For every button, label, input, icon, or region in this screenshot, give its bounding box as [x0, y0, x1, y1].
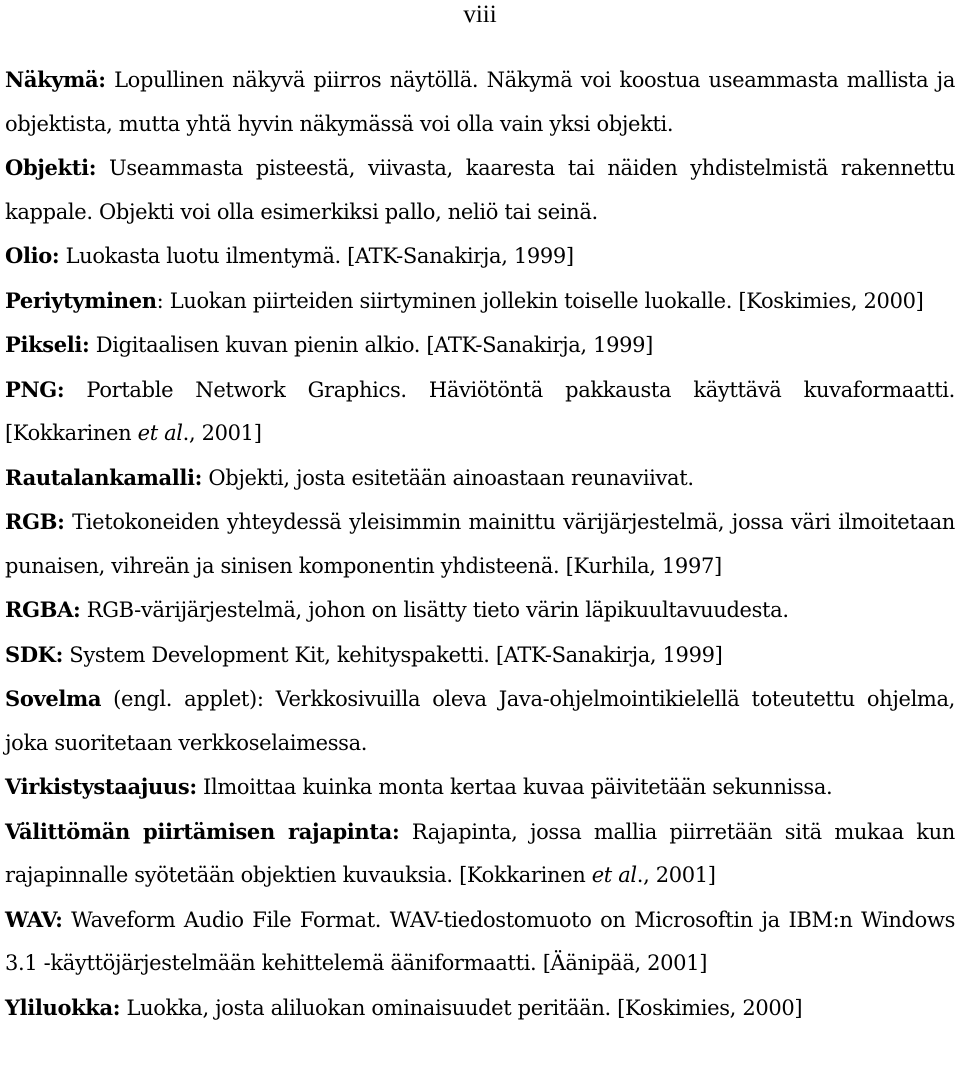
glossary-term: RGBA:: [5, 597, 81, 622]
page-number: viii: [463, 1, 497, 28]
glossary-term: Olio:: [5, 243, 60, 268]
glossary-entry: [5, 986, 955, 1031]
glossary-term: Sovelma: [5, 686, 102, 711]
glossary-term: SDK:: [5, 641, 63, 667]
glossary-entry: [5, 146, 955, 234]
glossary-entry: [5, 677, 955, 765]
glossary-definition: Digitaalisen kuvan pienin alkio. [ATK-Sanakirja, 1999]: [89, 333, 653, 357]
glossary-definition: Rajapinta, jossa mallia piirretään sitä mukaa kun rajapinnalle syötetään objektien kuvauksia. [Kokkarinen: [5, 819, 955, 887]
glossary-entry: [5, 810, 955, 898]
glossary-term: Periytyminen: [5, 287, 157, 313]
glossary-definition: Luokasta luotu ilmentymä. [ATK-Sanakirja, 1999]: [59, 244, 574, 268]
citation-tail: ., 2001]: [636, 863, 716, 887]
glossary-definition: Useammasta pisteestä, viivasta, kaaresta tai näiden yhdistelmistä rakennettu kappale. Objekti voi olla esimerkiksi pallo, neliö tai seinä.: [5, 156, 955, 224]
glossary-definition: Tietokoneiden yhteydessä yleisimmin mainittu värijärjestelmä, jossa väri ilmoitetaan punaisen, vihreän ja sinisen komponentin yhdisteenä. [Kurhila, 1997]: [5, 510, 955, 578]
glossary-term: Rautalankamalli:: [5, 464, 203, 490]
glossary-term: RGB:: [5, 509, 65, 534]
citation-tail: ., 2001]: [182, 421, 262, 445]
glossary-entry: [5, 234, 955, 279]
glossary-definition: Luokka, josta aliluokan ominaisuudet peritään. [Koskimies, 2000]: [120, 995, 803, 1020]
glossary-entry: [5, 588, 955, 633]
glossary-definition: Objekti, josta esitetään ainoastaan reunaviivat.: [202, 465, 694, 490]
glossary-entry: [5, 279, 955, 324]
glossary-entry: [5, 456, 955, 501]
glossary-definition: (engl. applet): Verkkosivuilla oleva Java-ohjelmointikielellä toteutettu ohjelma, joka suoritetaan verkkoselaimessa.: [5, 687, 955, 755]
glossary-entry: [5, 500, 955, 588]
glossary-term: Yliluokka:: [5, 994, 121, 1020]
glossary-list: [5, 58, 955, 1030]
glossary-definition: Portable Network Graphics. Häviötöntä pakkausta käyttävä kuvaformaatti. [Kokkarinen: [5, 377, 955, 445]
glossary-term: Välittömän piirtämisen rajapinta:: [5, 818, 400, 844]
glossary-definition: System Development Kit, kehityspaketti. [ATK-Sanakirja, 1999]: [62, 642, 723, 667]
glossary-entry: [5, 765, 955, 810]
glossary-entry: [5, 368, 955, 456]
citation-et-al: et al: [591, 863, 637, 887]
citation-et-al: et al: [137, 421, 183, 445]
glossary-entry: [5, 323, 955, 368]
glossary-definition: Waveform Audio File Format. WAV-tiedostomuoto on Microsoftin ja IBM:n Windows 3.1 -käyttöjärjestelmään kehittelemä ääniformaatti. [Äänipää, 2001]: [5, 907, 955, 975]
glossary-entry: [5, 633, 955, 678]
glossary-definition: : Luokan piirteiden siirtyminen jollekin toiselle luokalle. [Koskimies, 2000]: [156, 288, 924, 313]
glossary-term: Pikseli:: [5, 332, 90, 357]
glossary-definition: Lopullinen näkyvä piirros näytöllä. Näkymä voi koostua useammasta mallista ja objektista, mutta yhtä hyvin näkymässä voi olla vain yksi objekti.: [5, 68, 955, 136]
glossary-definition: RGB-värijärjestelmä, johon on lisätty tieto värin läpikuultavuudesta.: [80, 598, 789, 622]
glossary-definition: Ilmoittaa kuinka monta kertaa kuvaa päivitetään sekunnissa.: [196, 775, 833, 799]
glossary-entry: [5, 58, 955, 146]
glossary-entry: [5, 898, 955, 986]
glossary-term: Virkistystaajuus:: [5, 774, 197, 799]
glossary-term: PNG:: [5, 376, 65, 402]
glossary-term: Näkymä:: [5, 67, 106, 92]
glossary-term: WAV:: [5, 906, 63, 932]
glossary-term: Objekti:: [5, 155, 97, 180]
